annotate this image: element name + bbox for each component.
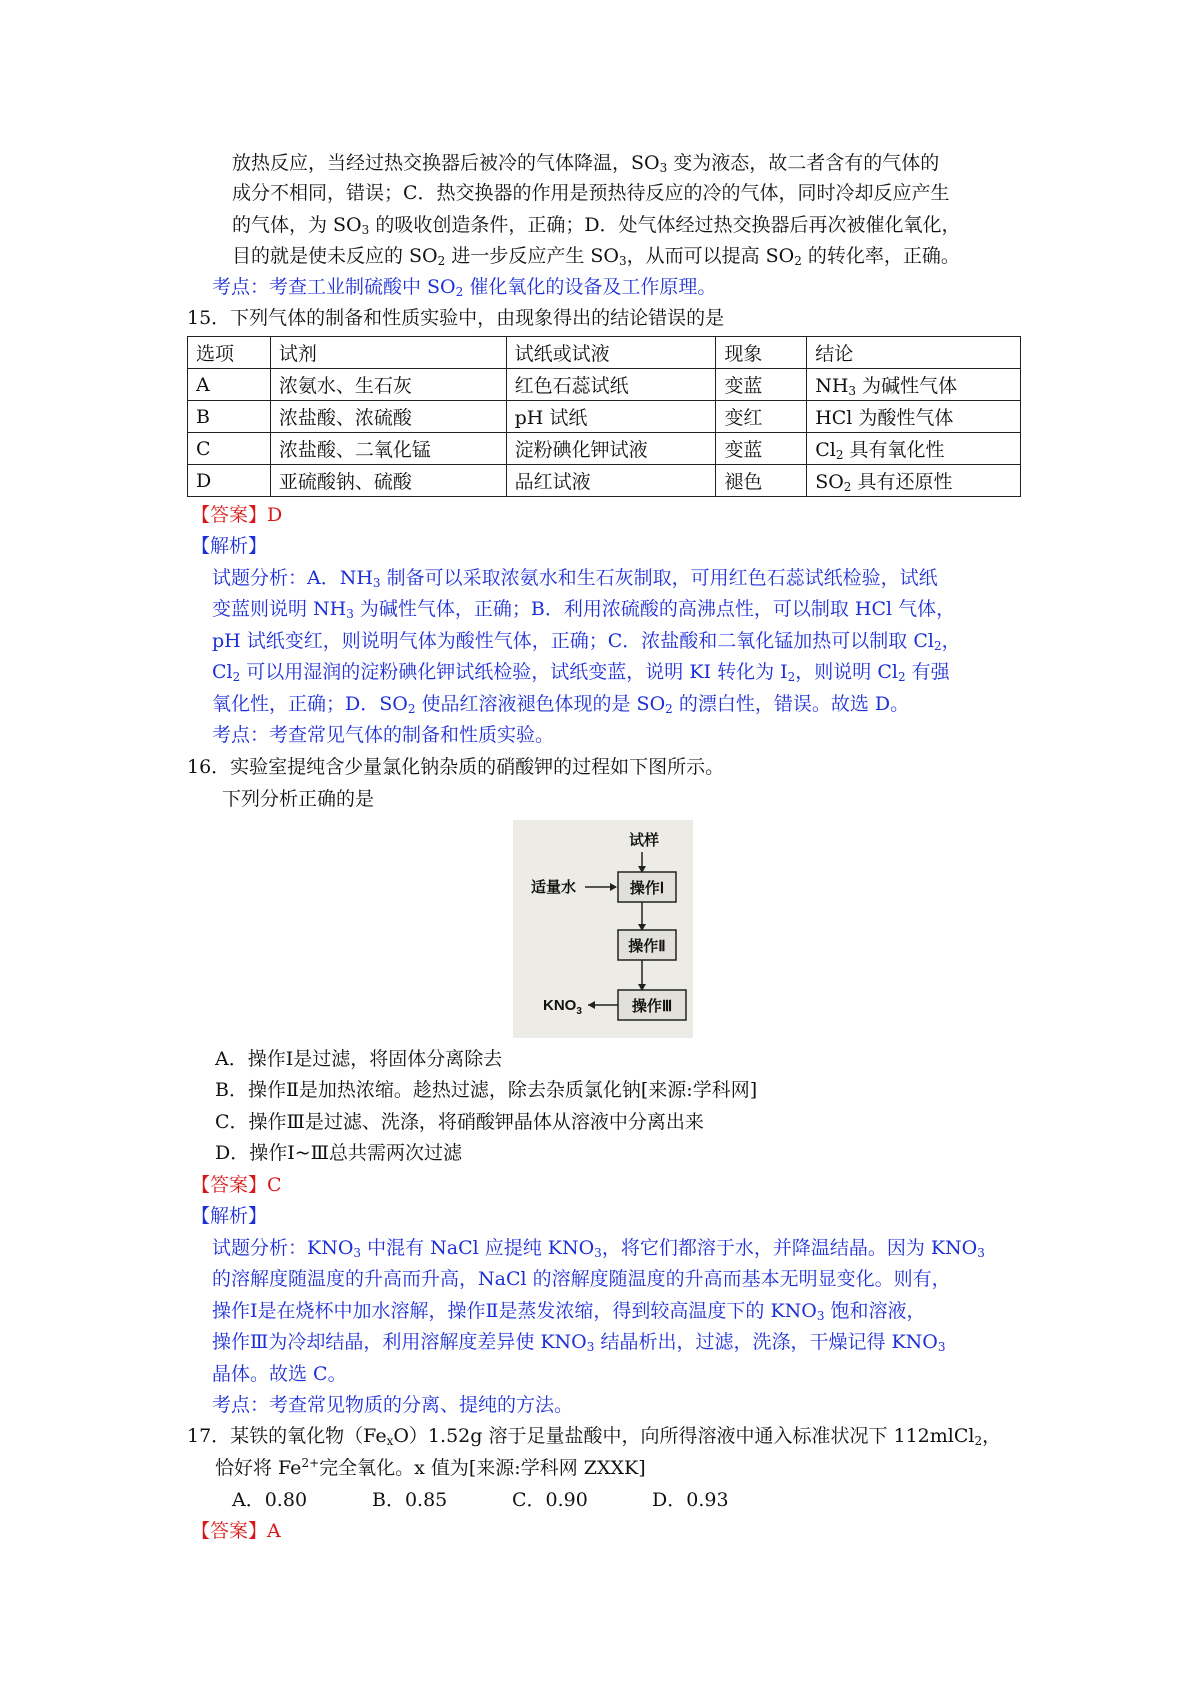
table-header-cell: 试纸或试液 [506, 337, 716, 369]
table-cell: 浓盐酸、浓硫酸 [270, 401, 506, 433]
q16-flowchart [513, 820, 693, 1038]
flow-water-label: 适量水 [531, 879, 577, 896]
q17-stem: 17．某铁的氧化物$(Fe_xO)1.52g$ 溶于足量盐酸中，向所得溶液中通入标准状况下 112mlCl$_2$， [187, 1425, 1002, 1448]
q15-stem: 15．下列气体的制备和性质实验中，由现象得出的结论错误的是 [187, 307, 725, 329]
q17-stem-2: 恰好将 $Fe^{2+}$完全氧化。x 值为[来源:学科网 ZXXK] [215, 1456, 646, 1479]
table-cell: 褪色 [716, 465, 807, 497]
flow-op2-label: 操作Ⅱ [628, 938, 666, 955]
flow-sample-label: 试样 [628, 832, 660, 849]
q16-jiexi-label: 【解析】 [191, 1205, 268, 1227]
q16-option-a: A．操作Ⅰ是过滤，将固体分离除去 [215, 1048, 503, 1070]
q17-option-c: C．0.90 [512, 1489, 588, 1511]
q14-analysis-line: 放热反应，当经过热交换器后被冷的气体降温，$SO_3$ 变为液态，故二者含有的气体的 [232, 152, 940, 175]
table-cell: 红色石蕊试纸 [506, 369, 716, 401]
q16-analysis-line: 的溶解度随温度的升高而升高，NaCl 的溶解度随温度的升高而基本无明显变化。则有， [212, 1268, 951, 1290]
table-header-cell: 结论 [807, 337, 1021, 369]
table-cell: $NH_3$ 为碱性气体 [807, 369, 1021, 401]
table-cell: 浓盐酸、二氧化锰 [270, 433, 506, 465]
table-cell: $Cl_2$ 具有氧化性 [807, 433, 1021, 465]
table-cell: B [188, 401, 271, 433]
q17-answer [191, 1518, 281, 1544]
q15-kaodian: 考点：考查常见气体的制备和性质实验。 [212, 724, 555, 746]
table-row [188, 465, 1021, 497]
answer-value: D [267, 504, 283, 526]
table-header-row [188, 337, 1021, 369]
q15-analysis-line: 试题分析：A．$NH_3$ 制备可以采取浓氨水和生石灰制取，可用红色石蕊试纸检验，试纸 [212, 567, 938, 590]
q16-analysis-line: 晶体。故选 C。 [212, 1363, 347, 1385]
q16-option-c: C．操作Ⅲ是过滤、洗涤，将硝酸钾晶体从溶液中分离出来 [215, 1111, 704, 1133]
q15-table [187, 336, 1021, 497]
table-header-cell: 选项 [188, 337, 271, 369]
table-cell: 亚硫酸钠、硫酸 [270, 465, 506, 497]
table-cell: 变蓝 [716, 369, 807, 401]
table-row [188, 433, 1021, 465]
table-cell: 品红试液 [506, 465, 716, 497]
table-row [188, 369, 1021, 401]
q15-answer [191, 502, 282, 528]
table-cell: C [188, 433, 271, 465]
q17-option-d: D．0.93 [652, 1489, 729, 1511]
answer-label: 【答案】 [191, 1174, 268, 1196]
q16-stem: 16．实验室提纯含少量氯化钠杂质的硝酸钾的过程如下图所示。 [187, 756, 725, 778]
q15-jiexi-label: 【解析】 [191, 535, 268, 557]
q16-analysis-line: 操作Ⅲ为冷却结晶，利用溶解度差异使 $KNO_3$ 结晶析出，过滤，洗涤，干燥记得 $KNO_3$ [212, 1331, 946, 1354]
q16-option-b: B．操作Ⅱ是加热浓缩。趁热过滤，除去杂质氯化钠[来源:学科网] [215, 1079, 758, 1101]
table-cell: pH 试纸 [506, 401, 716, 433]
table-header-cell: 试剂 [270, 337, 506, 369]
table-row [188, 401, 1021, 433]
q16-option-d: D．操作Ⅰ~Ⅲ总共需两次过滤 [215, 1142, 462, 1164]
flow-op1-label: 操作Ⅰ [629, 880, 665, 897]
q15-analysis-line: pH 试纸变红，则说明气体为酸性气体，正确；C．浓盐酸和二氧化锰加热可以制取 $Cl_2$， [212, 630, 961, 653]
answer-label: 【答案】 [191, 504, 268, 526]
answer-value: C [267, 1174, 282, 1196]
q17-option-b: B．0.85 [372, 1489, 448, 1511]
answer-label: 【答案】 [191, 1520, 268, 1542]
table-cell: 淀粉碘化钾试液 [506, 433, 716, 465]
q16-analysis-line: 试题分析：$KNO_3$ 中混有 NaCl 应提纯 $KNO_3$，将它们都溶于水，并降温结晶。因为 $KNO_3$ [212, 1237, 985, 1260]
q16-stem-2: 下列分析正确的是 [222, 788, 375, 810]
q14-analysis-line: 的气体，为 $SO_3$ 的吸收创造条件，正确；D．处气体经过热交换器后再次被催化氧化， [232, 214, 961, 237]
q16-kaodian: 考点：考查常见物质的分离、提纯的方法。 [212, 1394, 574, 1416]
q15-analysis-line: $Cl_2$ 可以用湿润的淀粉碘化钾试纸检验，试纸变蓝，说明 KI 转化为 $I_2$，则说明 $Cl_2$ 有强 [212, 661, 950, 684]
flow-op3-label: 操作Ⅲ [631, 998, 673, 1015]
table-cell: 浓氨水、生石灰 [270, 369, 506, 401]
q17-option-a: A．0.80 [232, 1489, 308, 1511]
flow-product-label: $KNO_3$ [543, 997, 582, 1017]
q15-analysis-line: 变蓝则说明 $NH_3$ 为碱性气体，正确；B．利用浓硫酸的高沸点性，可以制取 HCl 气体， [212, 598, 956, 621]
q14-analysis-line: 目的就是使未反应的 $SO_2$ 进一步反应产生 $SO_3$，从而可以提高 $SO_2$ 的转化率，正确。 [232, 245, 960, 268]
table-cell: D [188, 465, 271, 497]
q14-analysis-line: 成分不相同，错误；C．热交换器的作用是预热待反应的冷的气体，同时冷却反应产生 [232, 182, 950, 204]
table-header-cell: 现象 [716, 337, 807, 369]
q15-analysis-line: 氧化性，正确；D．$SO_2$ 使品红溶液褪色体现的是 $SO_2$ 的漂白性，错误。故选 D。 [212, 693, 910, 716]
q16-answer [191, 1172, 282, 1198]
q14-kaodian: 考点：考查工业制硫酸中 $SO_2$ 催化氧化的设备及工作原理。 [212, 276, 717, 299]
answer-value: A [267, 1520, 281, 1542]
table-cell: 变红 [716, 401, 807, 433]
table-cell: 变蓝 [716, 433, 807, 465]
flowchart-svg [513, 820, 693, 1038]
table-cell: A [188, 369, 271, 401]
q16-analysis-line: 操作Ⅰ是在烧杯中加水溶解，操作Ⅱ是蒸发浓缩，得到较高温度下的 $KNO_3$ 饱和溶液， [212, 1300, 926, 1323]
table-cell: HCl 为酸性气体 [807, 401, 1021, 433]
table-cell: $SO_2$ 具有还原性 [807, 465, 1021, 497]
